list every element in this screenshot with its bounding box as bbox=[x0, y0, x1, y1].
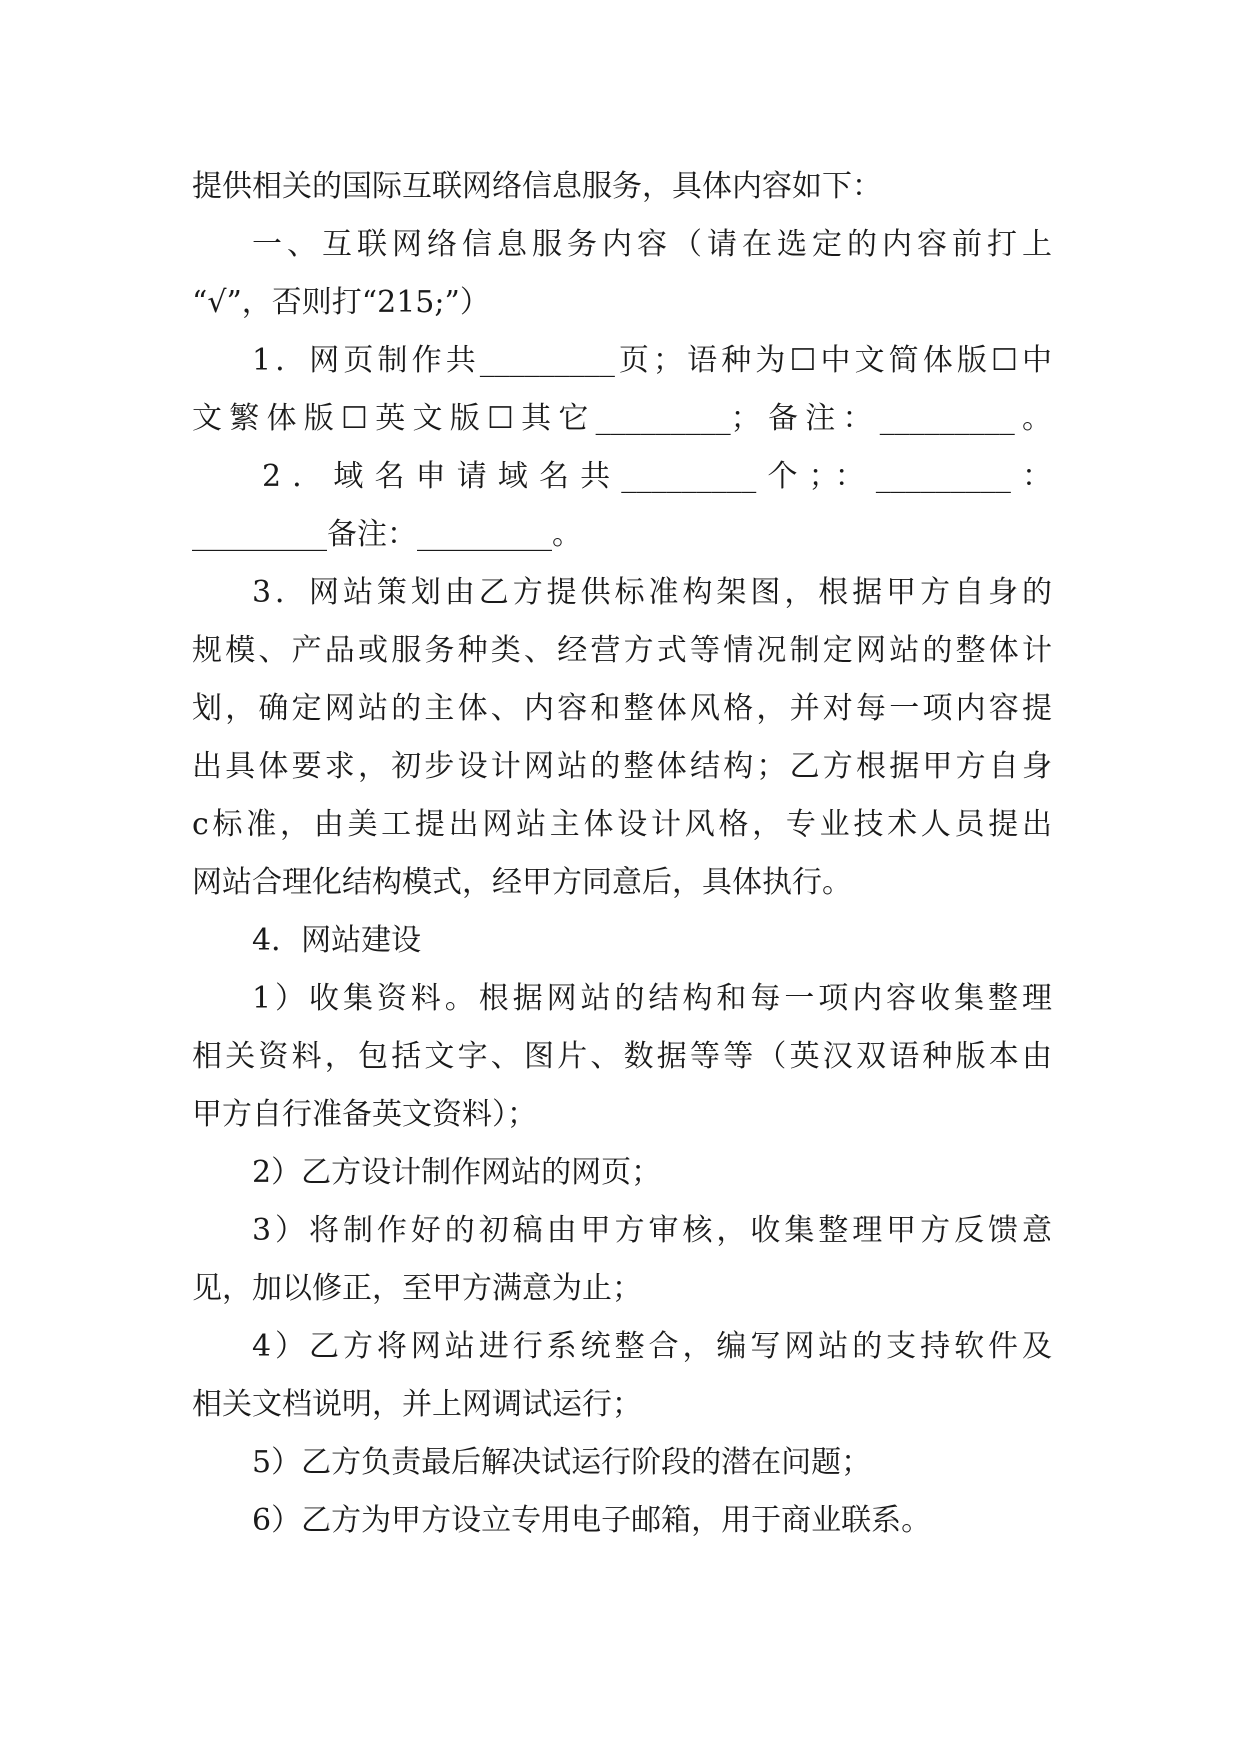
subitem-5-line: 5）乙方负责最后解决试运行阶段的潜在问题； bbox=[252, 1445, 872, 1480]
paragraph-line: 甲方自行准备英文资料）； bbox=[192, 1097, 537, 1132]
paragraph-line: _________备注：_________。 bbox=[192, 517, 582, 552]
subitem-3-line: 3）将制作好的初稿由甲方审核，收集整理甲方反馈意 bbox=[252, 1213, 1052, 1248]
item-1-line: 1．网页制作共_________页；语种为☐中文简体版☐中 bbox=[252, 343, 1052, 378]
item-4-heading: 4．网站建设 bbox=[252, 923, 422, 958]
paragraph-line: 相关资料，包括文字、图片、数据等等（英汉双语种版本由 bbox=[192, 1039, 1052, 1074]
paragraph-line: 提供相关的国际互联网络信息服务，具体内容如下： bbox=[192, 169, 882, 204]
paragraph-line: 划，确定网站的主体、内容和整体风格，并对每一项内容提 bbox=[192, 691, 1052, 726]
item-3-line: 3．网站策划由乙方提供标准构架图，根据甲方自身的 bbox=[252, 575, 1052, 610]
subitem-4-line: 4）乙方将网站进行系统整合，编写网站的支持软件及 bbox=[252, 1329, 1052, 1364]
paragraph-line: 出具体要求，初步设计网站的整体结构；乙方根据甲方自身 bbox=[192, 749, 1052, 784]
subitem-6-line: 6）乙方为甲方设立专用电子邮箱，用于商业联系。 bbox=[252, 1503, 932, 1538]
paragraph-line: “√”，否则打“215;”） bbox=[192, 285, 490, 320]
document-body bbox=[192, 158, 1052, 1550]
paragraph-line: 规模、产品或服务种类、经营方式等情况制定网站的整体计 bbox=[192, 633, 1052, 668]
subitem-1-line: 1）收集资料。根据网站的结构和每一项内容收集整理 bbox=[252, 981, 1052, 1016]
subitem-2-line: 2）乙方设计制作网站的网页； bbox=[252, 1155, 662, 1190]
paragraph-line: 见，加以修正，至甲方满意为止； bbox=[192, 1271, 642, 1306]
paragraph-line: 网站合理化结构模式，经甲方同意后，具体执行。 bbox=[192, 865, 852, 900]
paragraph-line: 文繁体版☐英文版☐其它_________；备注：_________。 bbox=[192, 401, 1052, 436]
paragraph-line: 相关文档说明，并上网调试运行； bbox=[192, 1387, 642, 1422]
section-heading-line: 一、互联网络信息服务内容（请在选定的内容前打上 bbox=[252, 227, 1052, 262]
item-2-line: 2．域名申请域名共_________个；：_________： bbox=[262, 459, 1052, 494]
paragraph-line: c标准，由美工提出网站主体设计风格，专业技术人员提出 bbox=[192, 807, 1052, 842]
